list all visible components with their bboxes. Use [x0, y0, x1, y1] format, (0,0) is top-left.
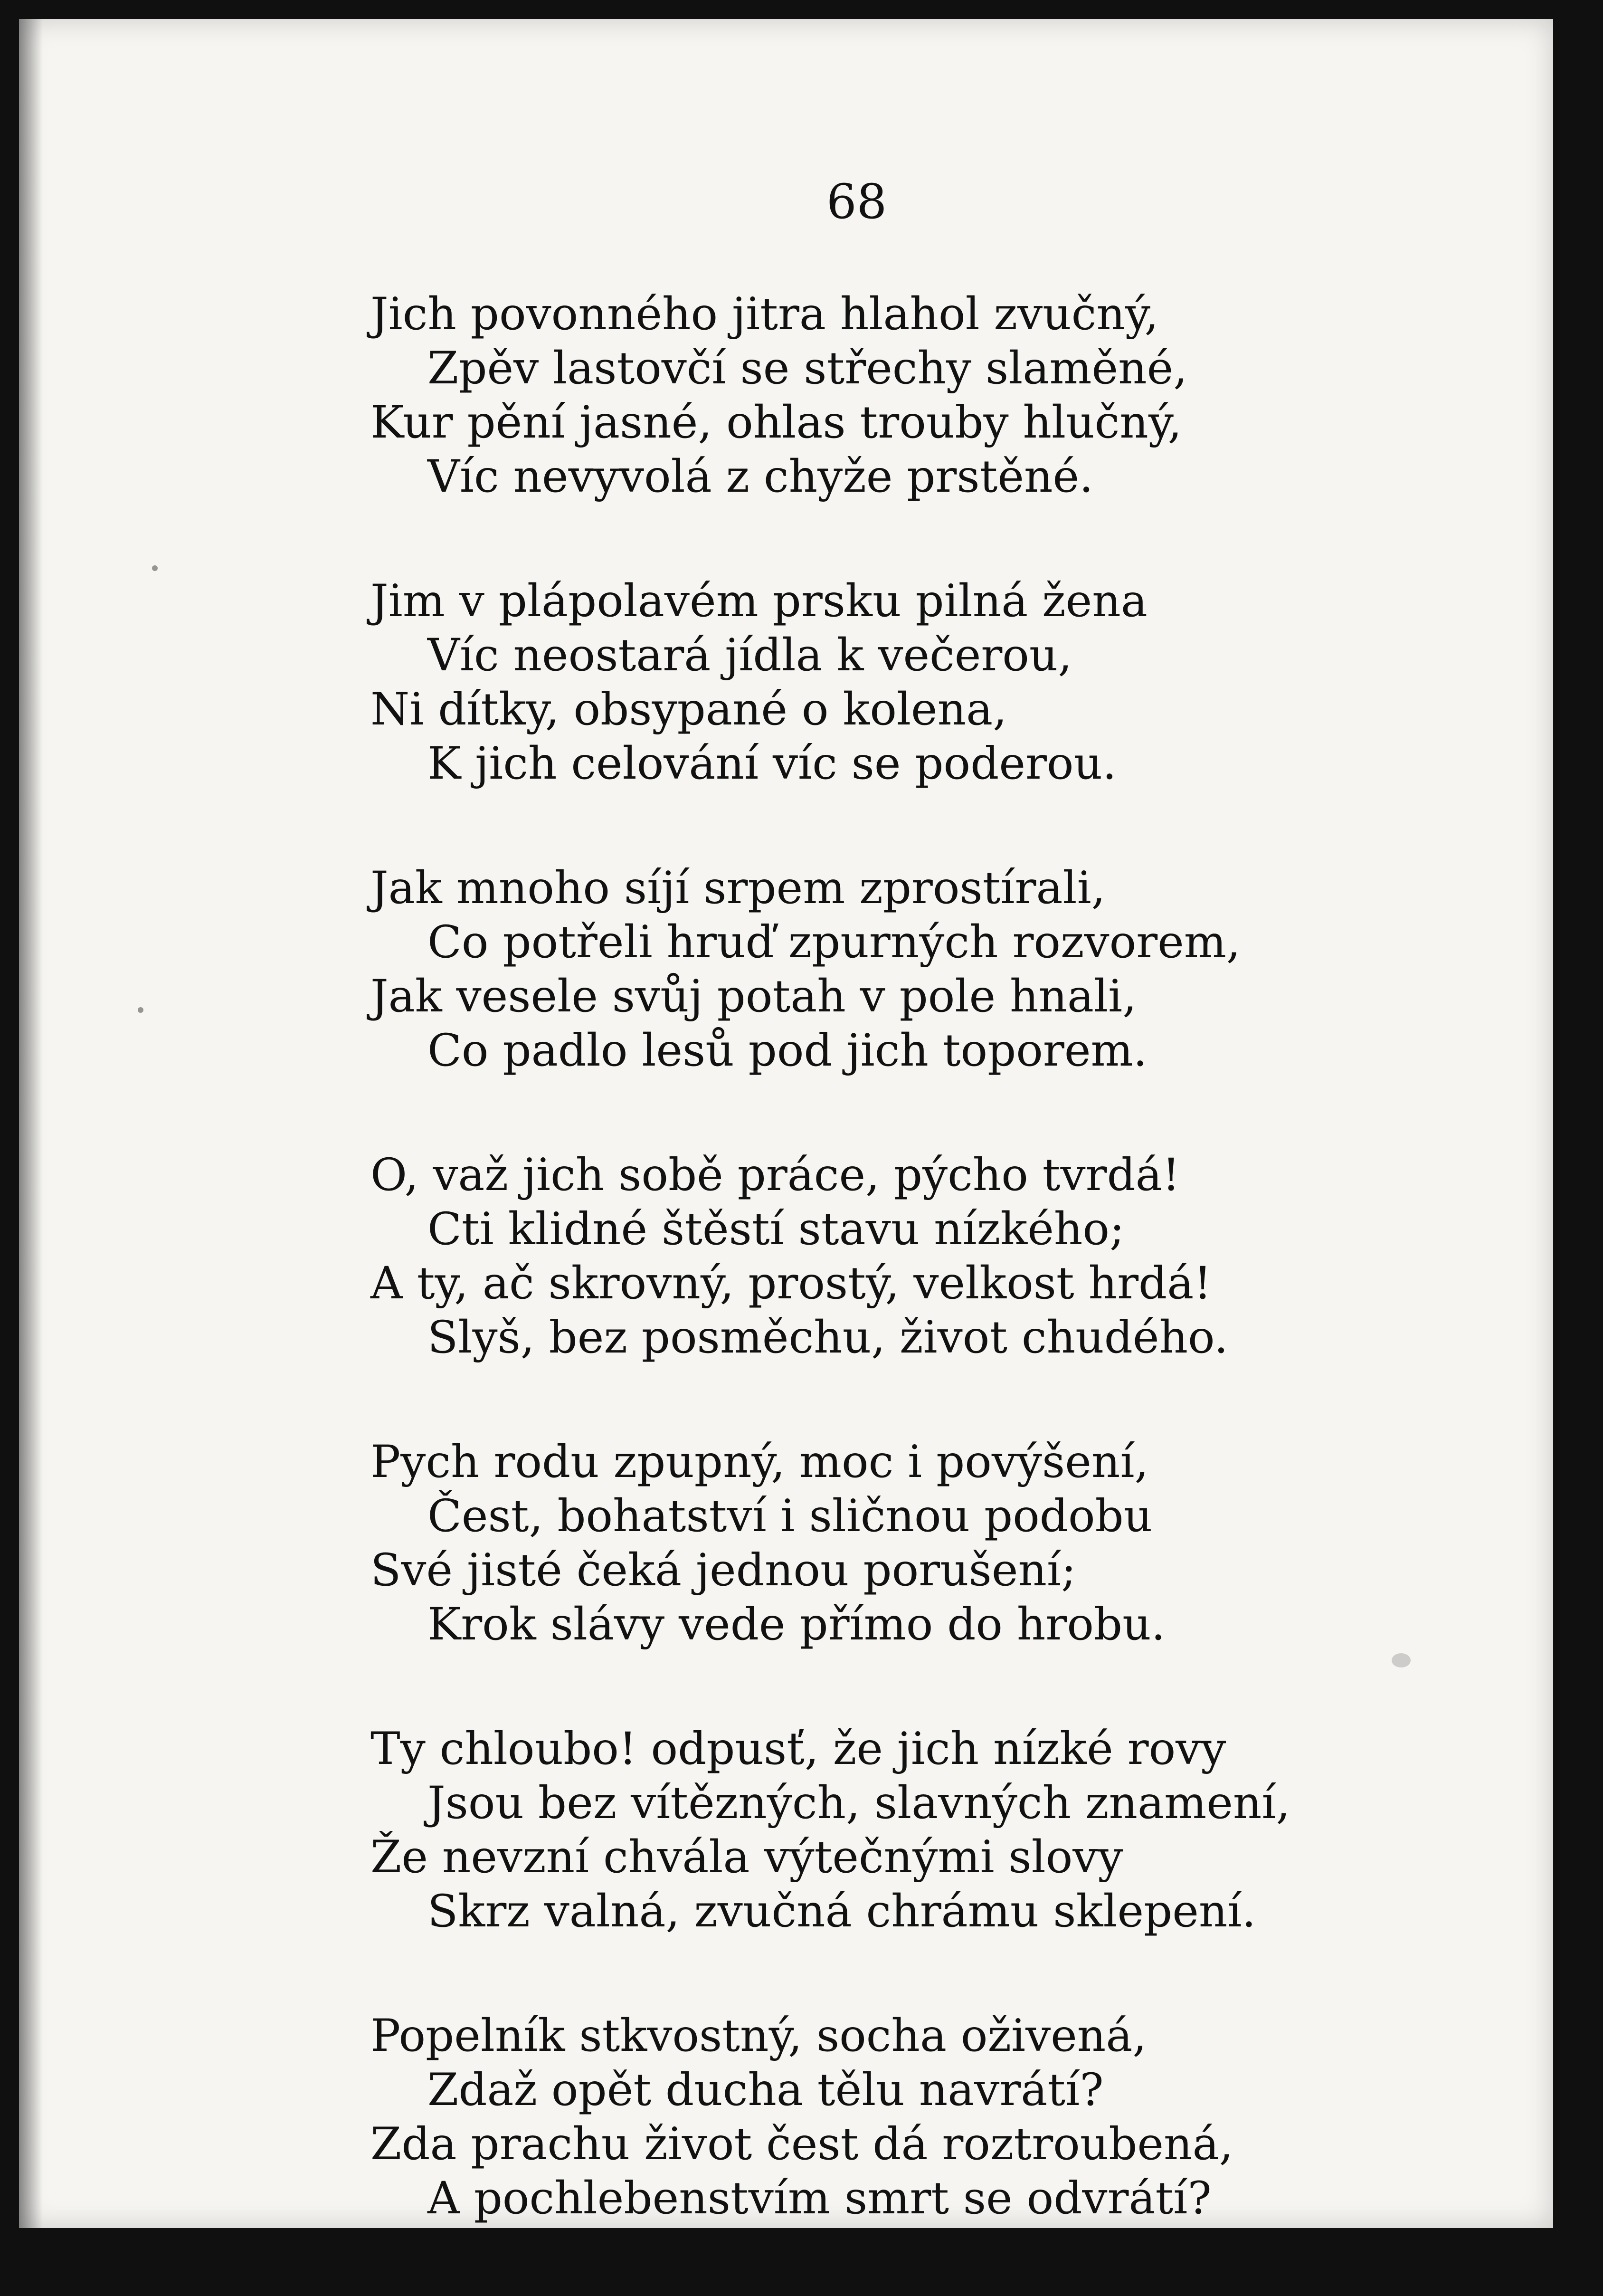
stanza-2: [370, 574, 1463, 791]
poem-line: Kur pění jasné, ohlas trouby hlučný,: [370, 397, 1182, 448]
page-binding-shadow: [19, 19, 43, 2228]
stanza-3: [370, 861, 1463, 1078]
poem-line: A ty, ač skrovný, prostý, velkost hrdá!: [370, 1258, 1212, 1309]
book-page: [19, 19, 1553, 2228]
poem-line: Popelník stkvostný, socha oživená,: [370, 2010, 1147, 2062]
poem-line: Jich povonného jitra hlahol zvučný,: [370, 288, 1159, 340]
poem-line: Skrz valná, zvučná chrámu sklepení.: [427, 1886, 1256, 1937]
poem-line: Jak vesele svůj potah v pole hnali,: [370, 971, 1137, 1022]
poem: [370, 287, 1463, 2296]
stanza-1: [370, 287, 1463, 504]
poem-line: Ty chloubo! odpusť, že jich nízké rovy: [370, 1723, 1226, 1775]
poem-line: Víc nevyvolá z chyže prstěné.: [427, 451, 1094, 503]
stanza-4: [370, 1148, 1463, 1365]
poem-line: Zdaž opět ducha tělu navrátí?: [427, 2064, 1104, 2116]
stanza-7: [370, 2009, 1463, 2226]
paper-speck: [1392, 1653, 1411, 1667]
stanza-6: [370, 1722, 1463, 1939]
poem-line: O, važ jich sobě práce, pýcho tvrdá!: [370, 1149, 1180, 1201]
poem-line: Slyš, bez posměchu, život chudého.: [427, 1312, 1228, 1363]
poem-line: Své jisté čeká jednou porušení;: [370, 1544, 1076, 1596]
poem-line: Ni dítky, obsypané o kolena,: [370, 684, 1007, 735]
poem-line: Jim v plápolavém prsku pilná žena: [370, 575, 1148, 627]
poem-line: Zpěv lastovčí se střechy slaměné,: [427, 343, 1188, 394]
poem-line: Jak mnoho síjí srpem zprostírali,: [370, 862, 1106, 914]
poem-line: A pochlebenstvím smrt se odvrátí?: [427, 2172, 1212, 2224]
poem-line: Jsou bez vítězných, slavných znamení,: [427, 1777, 1290, 1829]
poem-line: Že nevzní chvála výtečnými slovy: [370, 1831, 1123, 1883]
poem-line: Co padlo lesů pod jich toporem.: [427, 1025, 1148, 1077]
poem-line: Co potřeli hruď zpurných rozvorem,: [427, 916, 1241, 968]
paper-speck: [138, 1007, 143, 1013]
stanza-5: [370, 1435, 1463, 1652]
poem-line: Víc neostará jídla k večerou,: [427, 629, 1072, 681]
poem-line: Zda prachu život čest dá roztroubená,: [370, 2118, 1233, 2170]
poem-line: Cti klidné štěstí stavu nízkého;: [427, 1203, 1125, 1255]
poem-line: Pych rodu zpupný, moc i povýšení,: [370, 1436, 1149, 1488]
page-number: 68: [826, 174, 887, 229]
poem-line: K jich celování víc se poderou.: [427, 738, 1117, 790]
paper-speck: [152, 565, 158, 571]
poem-line: Krok slávy vede přímo do hrobu.: [427, 1599, 1166, 1650]
poem-line: Čest, bohatství i sličnou podobu: [427, 1490, 1153, 1542]
